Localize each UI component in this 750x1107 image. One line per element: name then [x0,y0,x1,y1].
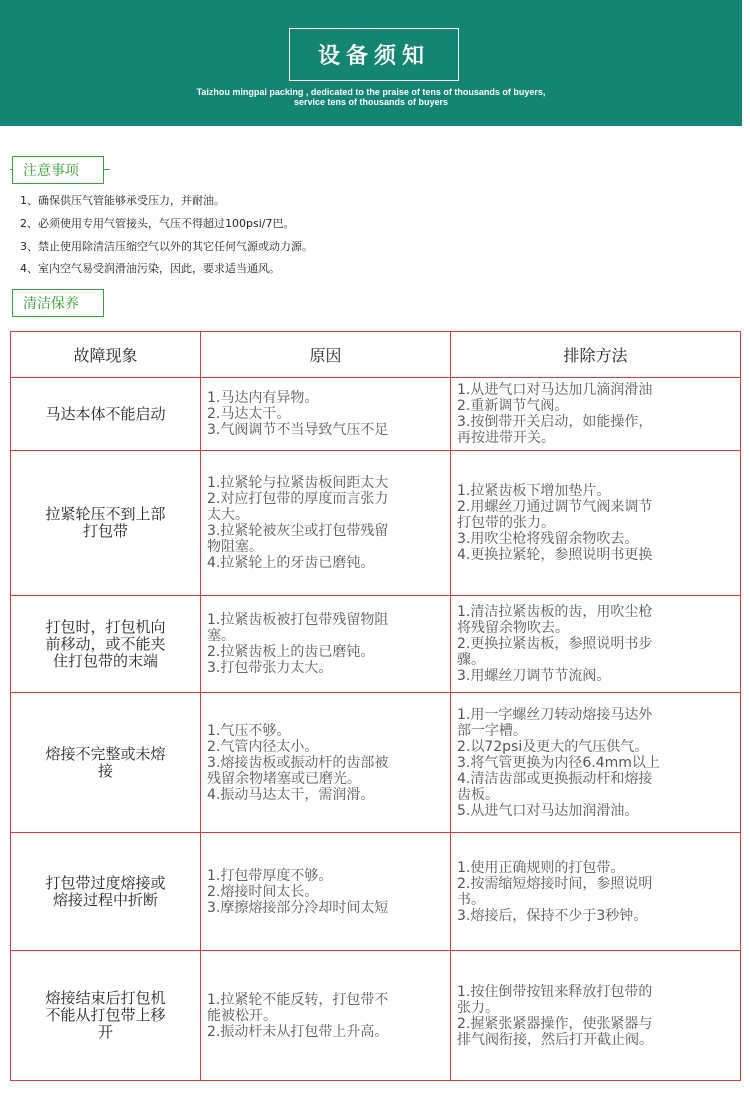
fix-line: 2.重新调节气阀。 [457,398,569,414]
page-title: 设备须知 [289,28,459,81]
reason-line: 塞。 [207,628,235,644]
reason-cell [201,596,451,693]
fix-line: 3.将气管更换为内径6.4mm以上 [457,754,660,771]
fix-line: 2.握紧张紧器操作，使张紧器与 [457,1015,653,1032]
symptom-line: 打包带过度熔接或 [45,873,166,892]
fix-cell [451,451,741,596]
fix-line: 3.熔接后，保持不少于3秒钟。 [457,907,648,924]
fix-line: 部一字槽。 [457,722,527,739]
header-fix: 排除方法 [451,332,741,378]
symptom-cell [11,693,201,833]
fix-line: 4.清洁齿部或更换振动杆和熔接 [457,770,653,787]
table-row [11,451,741,596]
reason-line: 2.振动杆未从打包带上升高。 [207,1023,389,1040]
fix-line: 3.用吹尘枪将残留余物吹去。 [457,531,639,547]
fix-line: 3.用螺丝刀调节节流阀。 [457,668,611,684]
fix-line: 1.按住倒带按钮来释放打包带的 [457,983,653,1000]
reason-line: 2.拉紧齿板上的齿已磨钝。 [207,644,375,660]
reason-cell [201,833,451,951]
fix-line: 2.以72psi及更大的气压供气。 [457,738,649,755]
header-symptom: 故障现象 [11,332,201,378]
reason-line: 太大。 [207,507,249,523]
reason-line: 2.马达太干。 [207,406,291,422]
fix-line: 将残留余物吹去。 [457,620,569,636]
reason-line: 2.熔接时间太长。 [207,883,319,900]
fix-line: 2.更换拉紧齿板，参照说明书步 [457,636,653,652]
reason-line: 残留余物堵塞或已磨光。 [207,770,361,787]
note-item-3: 3、禁止使用除清洁压缩空气以外的其它任何气源或动力源。 [20,240,313,253]
fix-line: 4.更换拉紧轮，参照说明书更换 [457,547,653,563]
symptom-line: 熔接过程中折断 [52,890,158,909]
reason-line: 3.气阀调节不当导致气压不足 [207,422,389,438]
symptom-line: 前移动，或不能夹 [45,634,166,653]
header-banner [0,0,742,126]
fix-cell [451,378,741,451]
fix-line: 3.按倒带开关启动，如能操作， [457,414,653,430]
note-item-2: 2、必须使用专用气管接头，气压不得超过100psi/7巴。 [20,217,295,230]
reason-line: 1.气压不够。 [207,722,291,739]
fix-cell [451,693,741,833]
symptom-cell [11,833,201,951]
symptom-line: 马达本体不能启动 [45,404,166,423]
symptom-line: 开 [97,1023,113,1041]
table-row [11,833,741,951]
reason-line: 3.打包带张力太大。 [207,660,333,676]
reason-line: 3.熔接齿板或振动杆的齿部被 [207,754,389,771]
reason-line: 1.打包带厚度不够。 [207,867,333,884]
fix-line: 5.从进气口对马达加润滑油。 [457,802,639,819]
symptom-cell [11,378,201,451]
reason-line: 1.拉紧轮与拉紧齿板间距太大 [207,475,389,491]
header-subtitle-line1: Taizhou mingpai packing , dedicated to the praise of tens of thousands of buyers, [196,87,546,97]
fix-cell [451,596,741,693]
reason-line: 3.拉紧轮被灰尘或打包带残留 [207,523,389,539]
reason-line: 4.拉紧轮上的牙齿已磨钝。 [207,555,375,571]
reason-line: 1.拉紧轮不能反转，打包带不 [207,991,389,1008]
header-subtitle-line2: service tens of thousands of buyers [293,97,449,107]
table-row [11,596,741,693]
table-row [11,378,741,451]
symptom-line: 打包时，打包机向 [45,617,166,636]
fix-line: 骤。 [457,652,485,668]
fix-line: 2.用螺丝刀通过调节气阀来调节 [457,499,653,515]
fix-line: 2.按需缩短熔接时间，参照说明 [457,875,653,892]
fix-line: 打包带的张力。 [457,515,555,531]
reason-cell [201,378,451,451]
fix-line: 1.清洁拉紧齿板的齿，用吹尘枪 [457,604,653,620]
fix-line: 1.从进气口对马达加几滴润滑油 [457,382,653,398]
reason-line: 1.马达内有异物。 [207,390,319,406]
note-item-4: 4、室内空气易受润滑油污染，因此，要求适当通风。 [20,262,280,275]
symptom-line: 拉紧轮压不到上部 [45,505,166,523]
symptom-cell [11,951,201,1081]
symptom-line: 熔接结束后打包机 [45,989,166,1007]
reason-line: 1.拉紧齿板被打包带残留物阻 [207,612,389,628]
symptom-line: 不能从打包带上移 [45,1006,166,1024]
fix-line: 1.拉紧齿板下增加垫片。 [457,483,611,499]
fix-line: 1.使用正确规则的打包带。 [457,859,625,876]
fix-line: 张力。 [457,999,499,1016]
fix-line: 1.用一字螺丝刀转动熔接马达外 [457,706,653,723]
symptom-line: 熔接不完整或未熔 [45,744,166,763]
reason-cell [201,693,451,833]
note-item-1: 1、确保供压气管能够承受压力，并耐油。 [20,194,225,207]
fix-cell [451,833,741,951]
reason-line: 能被松开。 [207,1007,277,1024]
header-reason: 原因 [201,332,451,378]
symptom-line: 接 [97,761,113,780]
reason-line: 4.振动马达太干，需润滑。 [207,786,375,803]
table-row [11,693,741,833]
reason-line: 3.摩擦熔接部分冷却时间太短 [207,899,389,916]
symptom-line: 住打包带的末端 [52,651,158,670]
reason-cell [201,951,451,1081]
symptom-line: 打包带 [82,522,128,540]
table-header-row [11,332,741,378]
notes-section-label: 注意事项 [12,156,104,184]
fault-table [10,331,741,1081]
symptom-cell [11,596,201,693]
reason-line: 2.对应打包带的厚度而言张力 [207,491,389,507]
fix-line: 书。 [457,891,485,908]
reason-cell [201,451,451,596]
reason-line: 2.气管内径太小。 [207,738,319,755]
reason-line: 物阻塞。 [207,539,263,555]
symptom-cell [11,451,201,596]
fix-cell [451,951,741,1081]
fix-line: 排气阀衔接，然后打开截止阀。 [457,1031,653,1048]
table-row [11,951,741,1081]
clean-section-label: 清洁保养 [12,289,104,317]
fix-line: 齿板。 [457,786,499,803]
fix-line: 再按进带开关。 [457,430,555,446]
